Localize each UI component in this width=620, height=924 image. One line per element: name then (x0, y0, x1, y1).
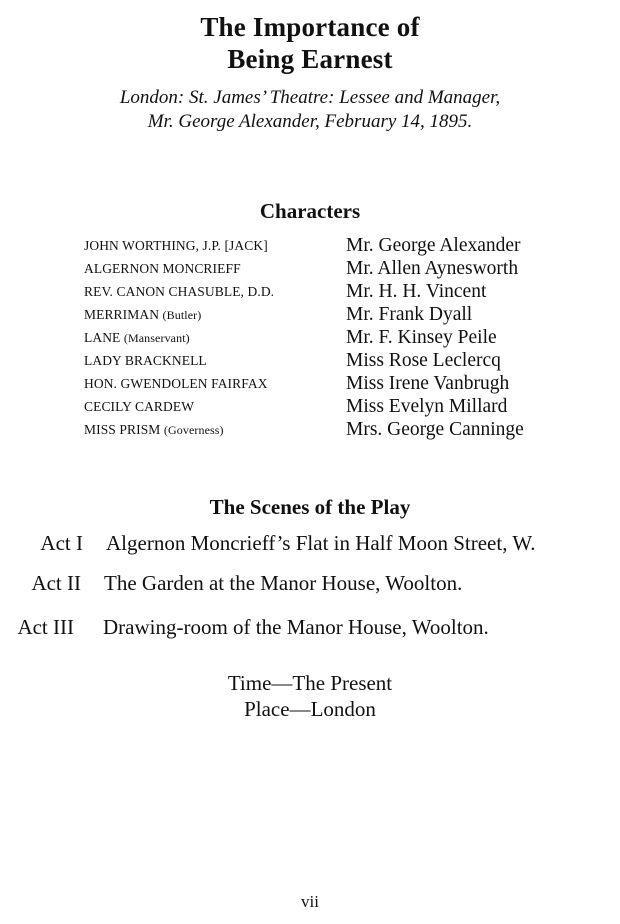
scene-row (0, 529, 620, 557)
setting-place: Place—London (244, 697, 376, 721)
character-name: MISS PRISM (84, 422, 161, 437)
actor-name: Mr. Frank Dyall (346, 304, 473, 325)
scene-row (0, 569, 620, 597)
scene-description: The Garden at the Manor House, Woolton. (104, 571, 463, 595)
premiere-venue-line-1: London: St. James’ Theatre: Lessee and Manager, (119, 87, 501, 108)
scene-description: Drawing-room of the Manor House, Woolton. (103, 615, 489, 639)
character-role (84, 238, 268, 254)
actor-name: Mr. George Alexander (346, 235, 521, 256)
cast-row (0, 349, 620, 372)
character-name: JOHN WORTHING, J.P. [JACK] (84, 238, 268, 253)
cast-row (0, 372, 620, 395)
scenes-heading: The Scenes of the Play (209, 495, 411, 519)
scene-description: Algernon Moncrieff’s Flat in Half Moon Street, W. (106, 531, 536, 555)
actor-name: Mrs. George Canninge (346, 419, 524, 440)
cast-row (0, 395, 620, 418)
character-name: LANE (84, 330, 121, 345)
character-name: CECILY CARDEW (84, 399, 195, 414)
actor-name: Mr. F. Kinsey Peile (346, 327, 497, 348)
character-role (84, 261, 241, 277)
character-role (84, 307, 201, 323)
actor-name: Miss Evelyn Millard (346, 396, 508, 417)
cast-row (0, 257, 620, 280)
character-name: MERRIMAN (84, 307, 160, 322)
character-name: HON. GWENDOLEN FAIRFAX (84, 376, 268, 391)
character-role (84, 399, 194, 415)
play-title-line-1: The Importance of (200, 12, 420, 42)
play-title-line-2: Being Earnest (227, 44, 393, 74)
actor-name: Miss Rose Leclercq (346, 350, 501, 371)
character-role (84, 284, 274, 300)
scene-act-label: Act III (17, 615, 74, 639)
character-note: (Butler) (162, 308, 202, 322)
cast-row (0, 280, 620, 303)
cast-row (0, 326, 620, 349)
actor-name: Mr. Allen Aynesworth (346, 258, 519, 279)
character-role (84, 376, 268, 392)
character-name: REV. CANON CHASUBLE, D.D. (84, 284, 275, 299)
character-role (84, 330, 190, 346)
cast-row (0, 234, 620, 257)
character-role (84, 422, 224, 438)
scene-act-label: Act I (40, 531, 83, 555)
character-role (84, 353, 207, 369)
character-note: (Governess) (163, 423, 224, 437)
cast-row (0, 418, 620, 441)
character-name: ALGERNON MONCRIEFF (84, 261, 241, 276)
scene-act-label: Act II (31, 571, 81, 595)
cast-row (0, 303, 620, 326)
actor-name: Miss Irene Vanbrugh (346, 373, 510, 394)
character-name: LADY BRACKNELL (84, 353, 207, 368)
setting-time: Time—The Present (227, 671, 393, 695)
actor-name: Mr. H. H. Vincent (346, 281, 487, 302)
character-note: (Manservant) (123, 331, 190, 345)
scene-row (0, 613, 620, 641)
page-number: vii (301, 892, 319, 911)
characters-heading: Characters (259, 199, 361, 223)
premiere-venue-line-2: Mr. George Alexander, February 14, 1895. (147, 111, 473, 132)
